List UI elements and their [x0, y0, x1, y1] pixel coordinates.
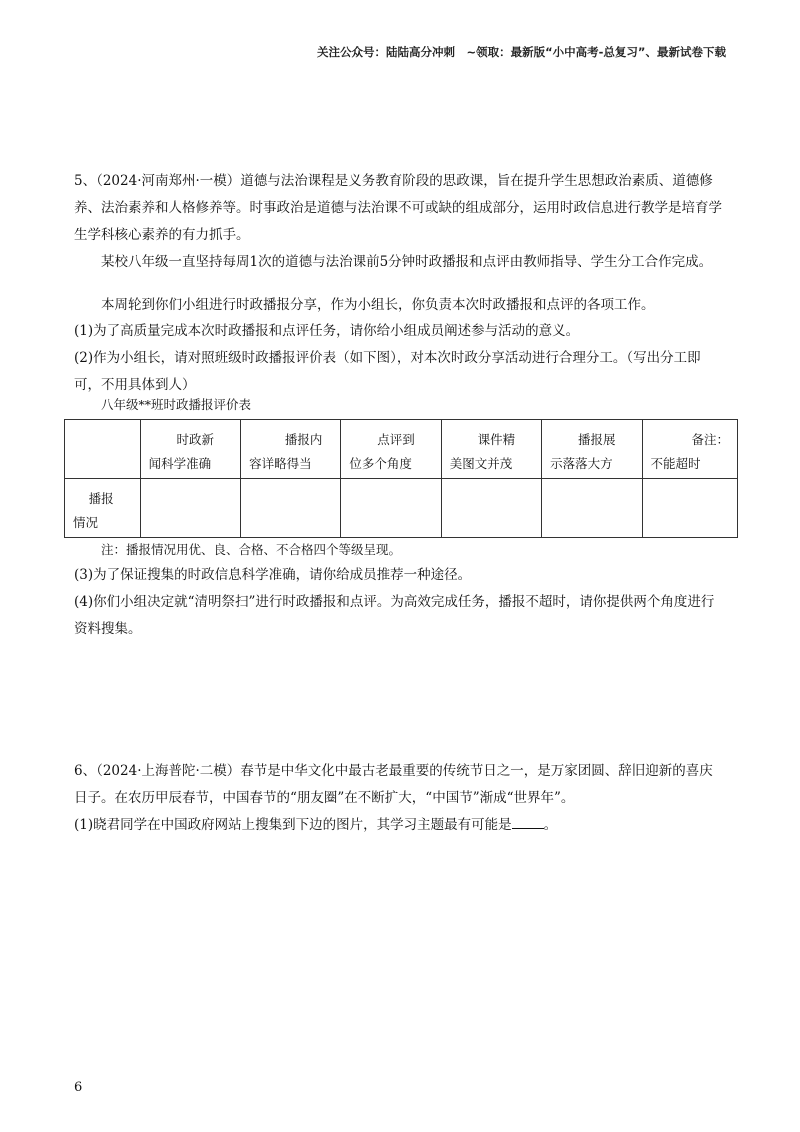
q5-question-1: (1)为了高质量完成本次时政播报和点评任务，请你给小组成员阐述参与活动的意义。: [74, 323, 580, 339]
table-empty-cell: [542, 479, 642, 538]
evaluation-table: [64, 419, 738, 538]
table-header-cell: 课件精 美图文并茂: [441, 420, 541, 479]
table-empty-cell: [441, 479, 541, 538]
q6-question-1-text: (1)晓君同学在中国政府网站上搜集到下边的图片，其学习主题最有可能是: [74, 817, 512, 833]
q5-question-2: (2)作为小组长，请对照班级时政播报评价表（如下图），对本次时政分享活动进行合理分工。（写出分工即可，不用具体到人）: [74, 350, 701, 393]
table-title: 八年级**班时政播报评价表: [101, 397, 252, 412]
q5-para2: 本周轮到你们小组进行时政播报分享，作为小组长，你负责本次时政播报和点评的各项工作。: [101, 297, 655, 313]
table-header-cell: 备注： 不能超时: [642, 420, 737, 479]
table-empty-cell: [140, 479, 240, 538]
table-header-cell: 时政新 闻科学准确: [140, 420, 240, 479]
page-number: 6: [74, 1080, 83, 1095]
q6-intro: 6、（2024·上海普陀·二模）春节是中华文化中最古老最重要的传统节日之一，是万家团圆、辞旧迎新的喜庆日子。在农历甲辰春节，中国春节的“朋友圈”在不断扩大，“中国节”渐成“世界年”。: [74, 763, 713, 806]
table-header-cell: 点评到 位多个角度: [341, 420, 441, 479]
table-row: [65, 479, 738, 538]
q5-intro: 5、（2024·河南郑州·一模）道德与法治课程是义务教育阶段的思政课，旨在提升学生思想政治素质、道德修养、法治素养和人格修养等。时事政治是道德与法治课不可或缺的组成部分，运用时政信息进行教学是培育学生学科核心素养的有力抓手。: [74, 173, 722, 243]
page-header: 关注公众号：陆陆高分冲刺 ~领取：最新版“小中高考-总复习”、最新试卷下载: [316, 45, 726, 59]
table-empty-cell: [341, 479, 441, 538]
table-empty-cell: [642, 479, 737, 538]
q5-question-3: (3)为了保证搜集的时政信息科学准确，请你给成员推荐一种途径。: [74, 567, 472, 583]
table-row-label: 播报 情况: [65, 479, 141, 538]
q6-question-1: [74, 812, 726, 839]
table-note: 注：播报情况用优、良、合格、不合格四个等级呈现。: [101, 542, 402, 557]
q5-question-4: (4)你们小组决定就“清明祭扫”进行时政播报和点评。为高效完成任务，播报不超时，请你提供两个角度进行资料搜集。: [74, 594, 715, 637]
table-corner-cell: [65, 420, 141, 479]
q6-question-1-end: 。: [543, 817, 558, 833]
q5-para1: 某校八年级一直坚持每周1次的道德与法治课前5分钟时政播报和点评由教师指导、学生分工合作完成。: [101, 254, 713, 270]
table-header-cell: 播报内 容详略得当: [241, 420, 341, 479]
answer-blank[interactable]: [512, 813, 544, 829]
table-empty-cell: [241, 479, 341, 538]
table-header-row: [65, 420, 738, 479]
table-header-cell: 播报展 示落落大方: [542, 420, 642, 479]
